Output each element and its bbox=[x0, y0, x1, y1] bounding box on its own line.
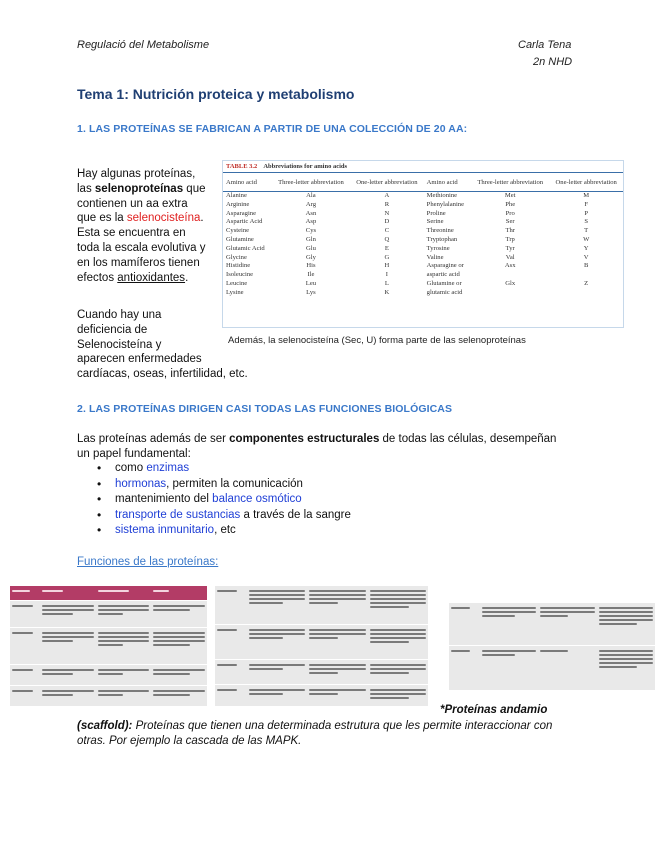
table-cell: Aspartic Acid bbox=[226, 218, 263, 226]
table-cell: D bbox=[384, 218, 390, 226]
table-cell: Tyr bbox=[505, 244, 515, 252]
table-cell: K bbox=[384, 288, 390, 296]
table-cell: Ile bbox=[307, 271, 315, 279]
selenocisteina-term: selenocisteína bbox=[126, 212, 201, 225]
table-cell: Leu bbox=[305, 279, 317, 287]
table-row bbox=[223, 201, 623, 210]
table-cell: E bbox=[384, 244, 389, 252]
protein-functions-table-image-3 bbox=[449, 603, 655, 690]
scaffold-note-text: (scaffold): Proteínas que tienen una determinada estrutura que les permite interaccionar con otras. Por ejemplo la cascada de las MAPK. bbox=[77, 720, 553, 747]
table-cell: V bbox=[583, 253, 589, 261]
table-cell: Phe bbox=[505, 200, 516, 208]
table-cell: Tryptophan bbox=[426, 235, 458, 243]
table-row bbox=[223, 280, 623, 289]
table-cell: Cysteine bbox=[226, 227, 250, 235]
table-cell: Trp bbox=[505, 235, 515, 243]
table-cell: Asparagine bbox=[226, 209, 257, 217]
table-row bbox=[223, 210, 623, 219]
table-cell: L bbox=[384, 279, 389, 287]
table-cell: Phenylalanine bbox=[426, 200, 465, 208]
table-cell: P bbox=[584, 209, 589, 217]
table-cell: His bbox=[306, 262, 316, 270]
table-cell: Asx bbox=[504, 262, 516, 270]
section1-heading: 1. LAS PROTEÍNAS SE FABRICAN A PARTIR DE UNA COLECCIÓN DE 20 AA: bbox=[77, 123, 468, 135]
table-header-cell: Amino acid bbox=[424, 173, 471, 192]
amino-acid-table bbox=[222, 160, 624, 328]
table-caption: Además, la selenocisteína (Sec, U) forma parte de las selenoproteínas bbox=[228, 335, 526, 346]
table-row bbox=[223, 289, 623, 298]
table-cell: Z bbox=[584, 279, 589, 287]
table-row bbox=[223, 227, 623, 236]
table-cell: Lys bbox=[306, 288, 316, 296]
list-item: • mantenimiento del balance osmótico bbox=[77, 492, 497, 508]
doc-header-author: Carla Tena bbox=[518, 39, 572, 51]
table-cell: Glutamine bbox=[226, 235, 254, 243]
table-cell: Arg bbox=[305, 200, 316, 208]
table-header-cell: Amino acid bbox=[223, 173, 272, 192]
componentes-estructurales-term: componentes estructurales bbox=[229, 433, 380, 445]
table-cell: Glycine bbox=[226, 253, 247, 261]
table-row bbox=[223, 245, 623, 254]
table-cell: Threonine bbox=[426, 227, 454, 235]
table-cell: Arginine bbox=[226, 200, 250, 208]
table-cell: Asparagine or bbox=[426, 262, 464, 270]
table-cell bbox=[549, 271, 623, 280]
table-cell: Y bbox=[583, 244, 589, 252]
table-cell: Valine bbox=[426, 253, 444, 261]
scaffold-note-label: *Proteínas andamio bbox=[440, 704, 548, 716]
table-row bbox=[223, 262, 623, 271]
table-cell: S bbox=[584, 218, 589, 226]
table-cell: Met bbox=[504, 192, 516, 199]
table-cell: C bbox=[384, 227, 390, 235]
functions-list bbox=[77, 461, 497, 539]
antioxidantes-term: antioxidantes bbox=[117, 271, 186, 284]
table-cell: Q bbox=[384, 235, 390, 243]
table-cell: Tyrosine bbox=[426, 244, 450, 252]
table-cell: M bbox=[583, 192, 590, 199]
table-row bbox=[223, 271, 623, 280]
table-cell: glutamic acid bbox=[426, 288, 463, 296]
table-cell bbox=[549, 289, 623, 298]
doc-header-course: 2n NHD bbox=[533, 56, 573, 68]
table-cell: aspartic acid bbox=[426, 271, 460, 279]
table-cell: B bbox=[583, 262, 589, 270]
table-cell: Serine bbox=[426, 218, 444, 226]
table-cell: Isoleucine bbox=[226, 271, 254, 279]
list-item: • como enzimas bbox=[77, 461, 497, 477]
table-cell: Methionine bbox=[426, 192, 458, 199]
table-cell: Histidine bbox=[226, 262, 251, 270]
protein-functions-table-image-2 bbox=[215, 586, 428, 706]
table-cell: A bbox=[384, 192, 390, 199]
table-cell: T bbox=[584, 227, 589, 235]
table-cell: Glu bbox=[305, 244, 316, 252]
functions-intro: Las proteínas además de ser componentes estructurales de todas las células, desempeñan un papel fundamental: bbox=[77, 433, 557, 460]
doc-header-subject: Regulació del Metabolisme bbox=[77, 39, 210, 51]
table-cell: Alanine bbox=[226, 192, 247, 199]
deficiency-paragraph: Cuando hay una deficiencia de Selenocisteína y aparecen enfermedades cardíacas, oseas, infertilidad, etc. bbox=[77, 309, 248, 381]
table-row bbox=[223, 236, 623, 245]
list-item: • transporte de sustancias a través de la sangre bbox=[77, 508, 497, 524]
table-cell bbox=[471, 289, 549, 298]
table-row bbox=[223, 192, 623, 201]
table-row bbox=[223, 254, 623, 263]
table-cell: Proline bbox=[426, 209, 446, 217]
table-row bbox=[223, 218, 623, 227]
selenoprotein-paragraph: Hay algunas proteínas, las selenoproteínas que contienen un aa extra que es la selenocisteína. Esta se encuentra en toda la escala evolutiva y en los mamíferos tienen efectos antioxidantes. bbox=[77, 168, 206, 284]
table-cell: R bbox=[384, 200, 390, 208]
selenoproteinas-term: selenoproteínas bbox=[94, 182, 184, 195]
table-title: TABLE 3.2 Abbreviations for amino acids bbox=[223, 161, 623, 173]
table-header-cell: One-letter abbreviation bbox=[549, 173, 623, 192]
table-cell: Val bbox=[505, 253, 515, 261]
list-item: • hormonas, permiten la comunicación bbox=[77, 477, 497, 493]
table-cell: W bbox=[583, 235, 590, 243]
table-cell: Asp bbox=[305, 218, 317, 226]
table-cell: Gln bbox=[305, 235, 316, 243]
table-cell: Cys bbox=[305, 227, 317, 235]
table-cell: H bbox=[384, 262, 390, 270]
protein-functions-table-image-1 bbox=[10, 586, 207, 706]
table-cell: I bbox=[385, 271, 388, 279]
table-cell: Pro bbox=[505, 209, 515, 217]
page-title: Tema 1: Nutrición proteica y metabolismo bbox=[77, 86, 355, 102]
table-cell bbox=[471, 271, 549, 280]
table-header-cell: One-letter abbreviation bbox=[350, 173, 424, 192]
table-cell: Lysine bbox=[226, 288, 244, 296]
table-cell: Glx bbox=[505, 279, 516, 287]
table-cell: Leucine bbox=[226, 279, 248, 287]
table-cell: N bbox=[384, 209, 390, 217]
section2-heading: 2. LAS PROTEÍNAS DIRIGEN CASI TODAS LAS FUNCIONES BIOLÓGICAS bbox=[77, 403, 453, 415]
table-cell: Ser bbox=[505, 218, 515, 226]
table-cell: Gly bbox=[305, 253, 316, 261]
funciones-proteinas-link[interactable]: Funciones de las proteínas: bbox=[77, 556, 219, 568]
table-cell: Asn bbox=[305, 209, 317, 217]
list-item: • sistema inmunitario, etc bbox=[77, 523, 497, 539]
table-header-cell: Three-letter abbreviation bbox=[272, 173, 350, 192]
table-cell: Thr bbox=[505, 227, 515, 235]
table-header-cell: Three-letter abbreviation bbox=[471, 173, 549, 192]
table-cell: Glutamic Acid bbox=[226, 244, 265, 252]
table-cell: Ala bbox=[306, 192, 316, 199]
table-cell: F bbox=[584, 200, 589, 208]
table-cell: G bbox=[384, 253, 390, 261]
table-cell: Glutamine or bbox=[426, 279, 462, 287]
